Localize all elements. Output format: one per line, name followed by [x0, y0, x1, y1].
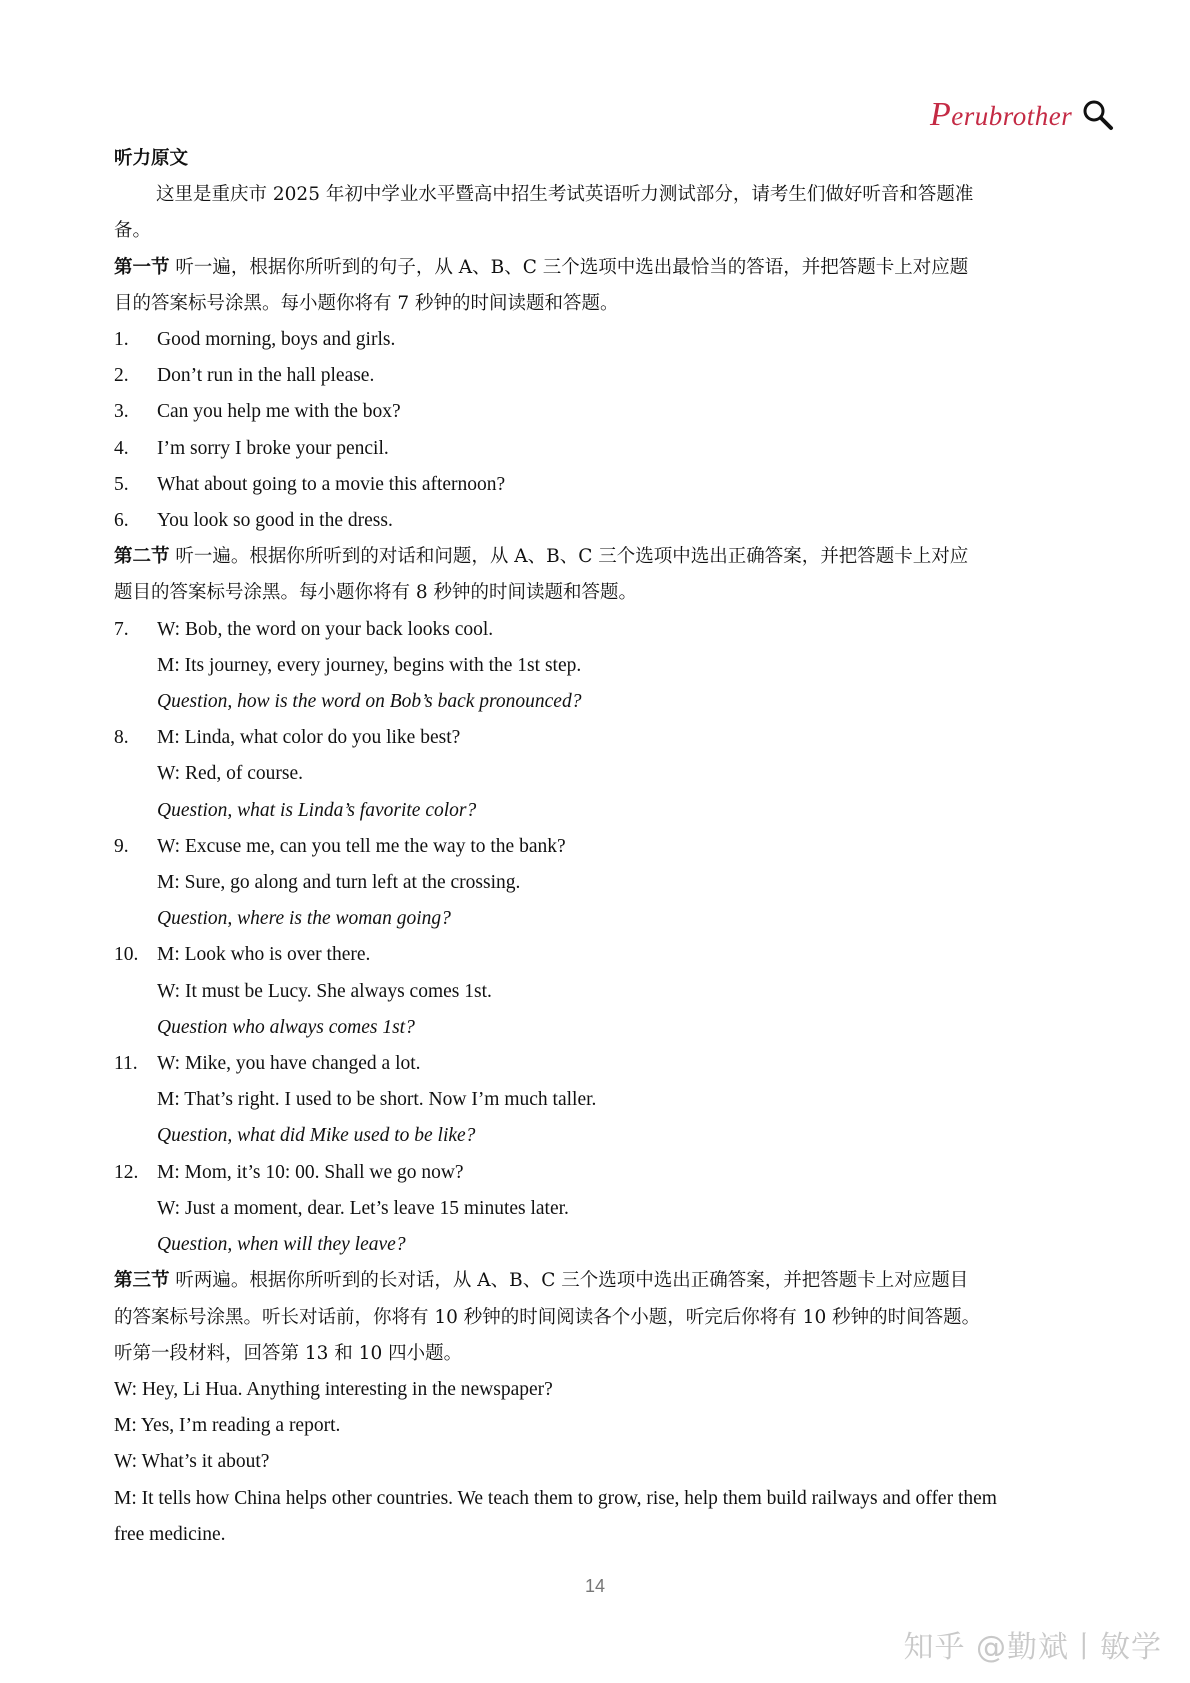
- brand-logo: [930, 95, 1114, 135]
- dialog-line: W: It must be Lucy. She always comes 1st.: [157, 980, 492, 1002]
- question-line: Question, what did Mike used to be like?: [157, 1125, 476, 1147]
- list-item: 2. Don’t run in the hall please.: [114, 365, 375, 387]
- dialog-line: 7. W: Bob, the word on your back looks cool.: [114, 618, 494, 640]
- list-item: 1. Good morning, boys and girls.: [114, 329, 396, 351]
- section3-label: 第三节: [114, 1270, 170, 1292]
- section2-text-2: 题目的答案标号涂黑。每小题你将有 8 秒钟的时间读题和答题。: [114, 582, 638, 604]
- section1-instruction: [114, 250, 1083, 286]
- intro-line-1: 这里是重庆市 2025 年初中学业水平暨高中招生考试英语听力测试部分，请考生们做好听音和答题准: [156, 184, 974, 206]
- section1-text-1: 听一遍，根据你所听到的句子，从 A、B、C 三个选项中选出最恰当的答语，并把答题卡上对应题: [169, 256, 969, 278]
- intro-line-2: 备。: [114, 220, 152, 242]
- section3-text-2: 的答案标号涂黑。听长对话前，你将有 10 秒钟的时间阅读各个小题，听完后你将有 10 秒钟的时间答题。: [114, 1306, 981, 1328]
- list-item: 4. I’m sorry I broke your pencil.: [114, 437, 389, 459]
- dialog-line: 12. M: Mom, it’s 10: 00. Shall we go now?: [114, 1161, 464, 1183]
- magnifier-icon: [1082, 99, 1114, 131]
- question-line: Question who always comes 1st?: [157, 1016, 415, 1038]
- list-item: 6. You look so good in the dress.: [114, 510, 393, 532]
- question-line: Question, how is the word on Bob’s back pronounced?: [157, 691, 582, 713]
- section3-text-3: 听第一段材料，回答第 13 和 10 四小题。: [114, 1342, 463, 1364]
- logo-text: Perubrother: [930, 96, 1073, 133]
- dialog-line: M: Sure, go along and turn left at the crossing.: [157, 872, 521, 894]
- dialog-line: M: That’s right. I used to be short. Now I’m much taller.: [157, 1089, 597, 1111]
- page-number: 14: [584, 1576, 606, 1596]
- dialog-line: 11. W: Mike, you have changed a lot.: [114, 1053, 421, 1075]
- dialog-line: W: Just a moment, dear. Let’s leave 15 minutes later.: [157, 1197, 569, 1219]
- section2-text-1: 听一遍。根据你所听到的对话和问题，从 A、B、C 三个选项中选出正确答案，并把答题卡上对应: [169, 546, 969, 568]
- dialog-line: free medicine.: [114, 1523, 226, 1545]
- dialog-line: 8. M: Linda, what color do you like best?: [114, 727, 461, 749]
- question-line: Question, what is Linda’s favorite color?: [157, 799, 477, 821]
- dialog-line: 10. M: Look who is over there.: [114, 944, 371, 966]
- question-line: Question, when will they leave?: [157, 1234, 406, 1256]
- section3-instruction: [114, 1263, 1083, 1299]
- section1-text-2: 目的答案标号涂黑。每小题你将有 7 秒钟的时间读题和答题。: [114, 292, 619, 314]
- dialog-line: W: Red, of course.: [157, 763, 304, 785]
- page-heading: 听力原文: [114, 148, 189, 169]
- dialog-line: 9. W: Excuse me, can you tell me the way to the bank?: [114, 835, 566, 857]
- list-item: 5. What about going to a movie this afternoon?: [114, 473, 506, 495]
- dialog-line: M: It tells how China helps other countries. We teach them to grow, rise, help them build railways and offer them: [114, 1487, 997, 1509]
- question-line: Question, where is the woman going?: [157, 908, 451, 930]
- section2-instruction: [114, 539, 1083, 575]
- list-item: 3. Can you help me with the box?: [114, 401, 401, 423]
- document-body: [114, 141, 1083, 1553]
- section2-label: 第二节: [114, 546, 170, 568]
- watermark: 知乎 @勤斌丨敏学: [903, 1630, 1162, 1665]
- dialog-line: W: What’s it about?: [114, 1451, 270, 1473]
- dialog-line: W: Hey, Li Hua. Anything interesting in the newspaper?: [114, 1378, 553, 1400]
- section3-text-1: 听两遍。根据你所听到的长对话，从 A、B、C 三个选项中选出正确答案，并把答题卡上对应题目: [169, 1270, 969, 1292]
- dialog-line: M: Yes, I’m reading a report.: [114, 1415, 341, 1437]
- section1-label: 第一节: [114, 256, 170, 278]
- dialog-line: M: Its journey, every journey, begins with the 1st step.: [157, 654, 582, 676]
